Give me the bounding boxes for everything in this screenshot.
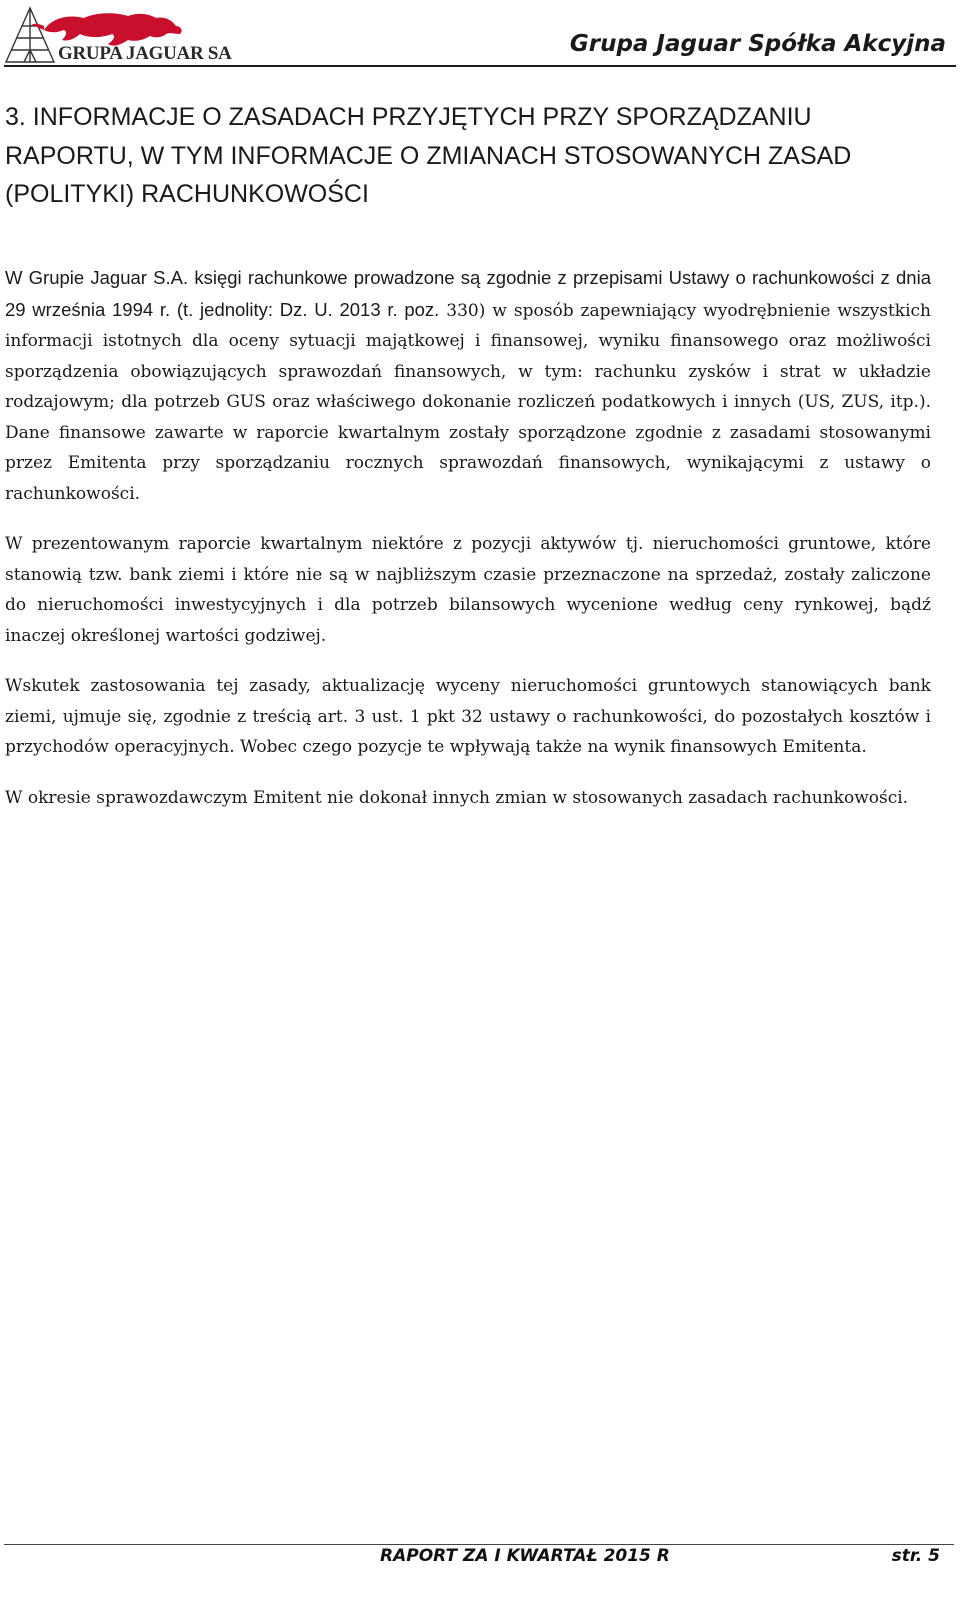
footer-divider — [4, 1544, 954, 1545]
paragraph-accounting-law — [5, 263, 931, 509]
document-body — [5, 263, 931, 833]
section-heading-line: (POLITYKI) RACHUNKOWOŚCI — [5, 180, 369, 208]
page-header — [4, 4, 956, 66]
page-number: str. 5 — [891, 1546, 940, 1566]
page-footer — [0, 1544, 960, 1574]
paragraph-no-changes: W okresie sprawozdawczym Emitent nie dokonał innych zmian w stosowanych zasadach rachunkowości. — [5, 787, 909, 808]
section-heading — [5, 98, 935, 214]
company-logo — [4, 4, 232, 64]
paragraph-text: 330) w sposób zapewniający wyodrębnienie wszystkich informacji istotnych dla oceny sytuacji majątkowej i finansowej, wyniku finansowego oraz możliwości sporządzenia obowiązujących sprawozdań finansowych, w tym: rachunku zysków i strat w układzie rodzajowym; dla potrzeb GUS oraz właściwego dokonanie rozliczeń podatkowych i innych (US, ZUS, itp.). Dane finansowe zawarte w raporcie kwartalnym zostały sporządzone zgodnie z zasadami stosowanymi przez Emitenta przy sporządzaniu rocznych sprawozdań finansowych, wynikającymi z ustawy o rachunkowości. — [5, 300, 931, 504]
section-heading-line: RAPORTU, W TYM INFORMACJE O ZMIANACH STOSOWANYCH ZASAD — [5, 141, 852, 170]
paragraph-text: W Grupie Jaguar S.A. księgi rachunkowe prowadzone są zgodnie z przepisami Ustawy o rachunkowości z dnia 29 września 1994 r. (t. jednolity: Dz. U. 2013 r. poz. — [5, 267, 931, 320]
paragraph-investment-property: W prezentowanym raporcie kwartalnym niektóre z pozycji aktywów tj. nieruchomości gruntowe, które stanowią tzw. bank ziemi i które nie są w najbliższym czasie przeznaczone na sprzedaż, zostały zaliczone do nieruchomości inwestycyjnych i dla potrzeb bilansowych wycenione według ceny rynkowej, bądź inaczej określonej wartości godziwej. — [5, 534, 931, 646]
paragraph-revaluation: Wskutek zastosowania tej zasady, aktualizację wyceny nieruchomości gruntowych stanowiących bank ziemi, ujmuje się, zgodnie z treścią art. 3 ust. 1 pkt 32 ustawy o rachunkowości, do pozostałych kosztów i przychodów operacyjnych. Wobec czego pozycje te wpływają także na wynik finansowych Emitenta. — [5, 676, 931, 757]
header-divider — [4, 65, 956, 67]
company-name: Grupa Jaguar Spółka Akcyjna — [569, 31, 946, 57]
logo-text: GRUPA JAGUAR SA — [58, 43, 232, 64]
section-heading-line: 3. INFORMACJE O ZASADACH PRZYJĘTYCH PRZY SPORZĄDZANIU — [5, 103, 812, 131]
footer-report-label: RAPORT ZA I KWARTAŁ 2015 R — [380, 1546, 670, 1566]
